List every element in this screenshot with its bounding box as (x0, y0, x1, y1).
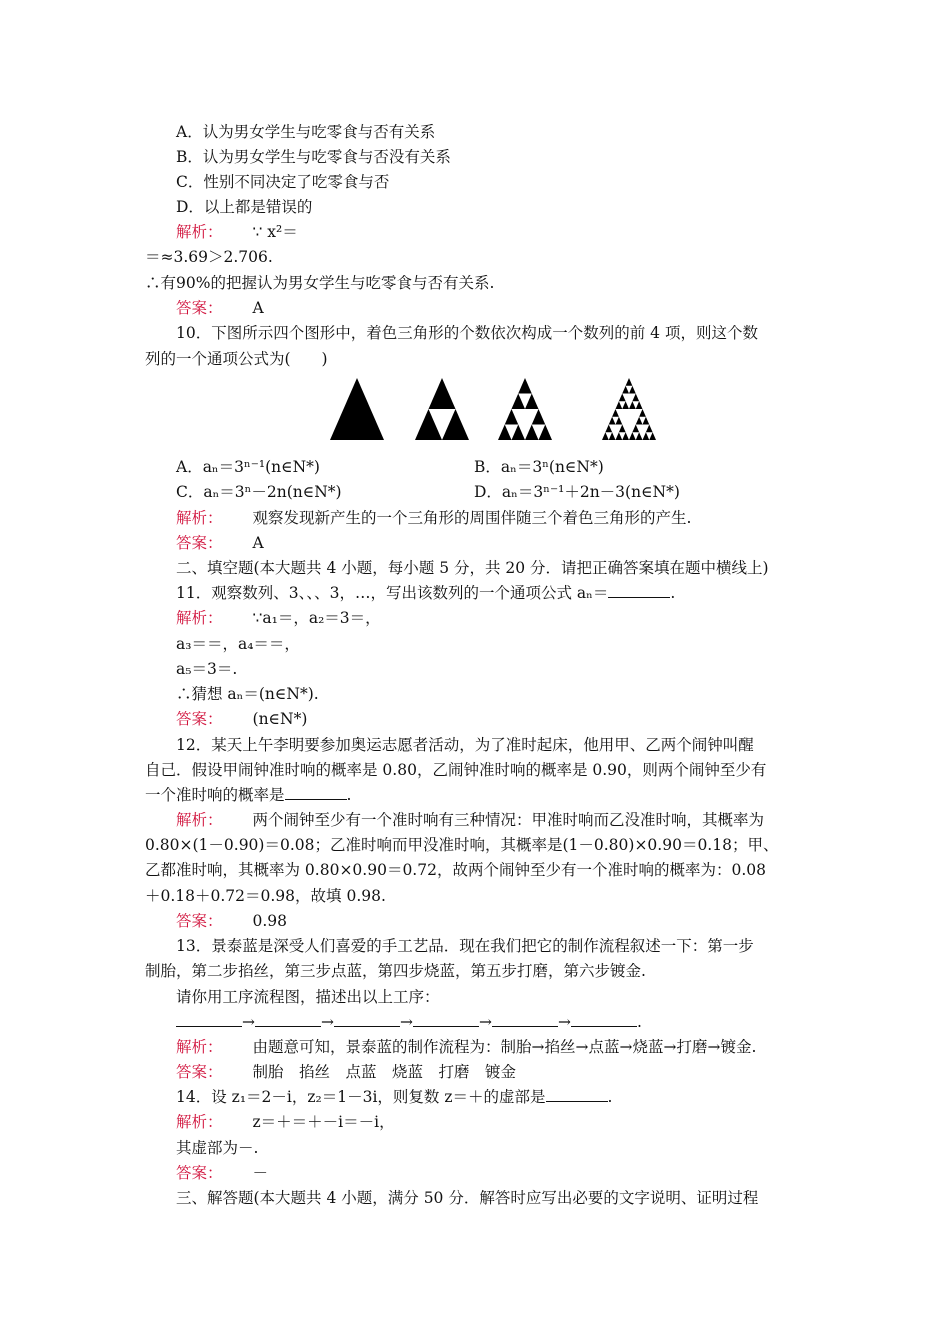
answer-label: 答案： (176, 710, 223, 728)
answer-blank (571, 1012, 637, 1027)
q10-stem-line-2: 列的一个通项公式为( ) (145, 350, 328, 368)
q11-answer: 答案： (n∈N*) (176, 710, 308, 728)
q12-stem-line-2: 自己．假设甲闹钟准时响的概率是 0.80，乙闹钟准时响的概率是 0.90，则两个闹钟至少有 (145, 761, 767, 779)
answer-label: 答案： (176, 534, 223, 552)
solution-label: 解析： (176, 223, 223, 241)
q11-solution-line-1: 解析： ∵a₁＝，a₂＝3＝， (176, 609, 381, 627)
q9-solution-line-2: ＝≈3.69＞2.706. (145, 248, 273, 266)
q12-solution-line-2: 0.80×(1－0.90)＝0.08；乙准时响而甲没准时响，其概率是(1－0.80)×0.90＝0.18；甲、 (145, 836, 779, 854)
answer-blank (285, 785, 347, 800)
q12-stem-line-1: 12．某天上午李明要参加奥运志愿者活动，为了准时起床，他用甲、乙两个闹钟叫醒 (176, 736, 754, 754)
q9-solution-line-1: 解析： ∵ x²＝ (176, 223, 298, 241)
q10-option-b: B．aₙ＝3ⁿ(n∈N*) (474, 458, 604, 476)
q14-solution-line-2: 其虚部为－. (176, 1139, 259, 1157)
q12-stem-line-3: 一个准时响的概率是 . (145, 786, 352, 804)
solution-label: 解析： (176, 811, 223, 829)
section-2-heading: 二、填空题(本大题共 4 小题，每小题 5 分，共 20 分．请把正确答案填在题中横线上) (176, 559, 769, 577)
q11-solution-line-4: ∴猜想 aₙ＝(n∈N*). (176, 685, 319, 703)
q9-answer: 答案： A (176, 299, 264, 317)
q10-solution: 解析： 观察发现新产生的一个三角形的周围伴随三个着色三角形的产生. (176, 509, 692, 527)
section-3-heading: 三、解答题(本大题共 4 小题，满分 50 分．解答时应写出必要的文字说明、证明过程 (176, 1189, 759, 1207)
sierpinski-triangle-2 (415, 378, 469, 440)
arrow-icon: → (479, 1013, 492, 1031)
q14-stem: 14．设 z₁＝2－i，z₂＝1－3i，则复数 z＝＋的虚部是 . (176, 1088, 613, 1106)
answer-label: 答案： (176, 1164, 223, 1182)
q9-option-d: D．以上都是错误的 (176, 198, 313, 216)
q9-solution-line-3: ∴有90%的把握认为男女学生与吃零食与否有关系. (145, 274, 495, 292)
answer-label: 答案： (176, 299, 223, 317)
q10-answer: 答案： A (176, 534, 264, 552)
q11-stem: 11．观察数列、3、、、3，…，写出该数列的一个通项公式 aₙ＝ . (176, 584, 676, 602)
q13-stem-line-1: 13．景泰蓝是深受人们喜爱的手工艺品．现在我们把它的制作流程叙述一下：第一步 (176, 937, 754, 955)
answer-label: 答案： (176, 1063, 223, 1081)
sierpinski-triangle-4 (602, 378, 656, 440)
answer-blank (413, 1012, 479, 1027)
q11-solution-line-2: a₃＝＝，a₄＝＝， (176, 635, 300, 653)
answer-blank (334, 1012, 400, 1027)
arrow-icon: → (400, 1013, 413, 1031)
q10-option-a: A．aₙ＝3ⁿ⁻¹(n∈N*) (176, 458, 320, 476)
answer-blank (546, 1087, 608, 1102)
q12-solution-line-3: 乙都准时响，其概率为 0.80×0.90＝0.72，故两个闹钟至少有一个准时响的概率为：0.08 (145, 861, 766, 879)
q10-option-c: C．aₙ＝3ⁿ－2n(n∈N*) (176, 483, 342, 501)
q10-option-d: D．aₙ＝3ⁿ⁻¹＋2n－3(n∈N*) (474, 483, 680, 501)
answer-blank (255, 1012, 321, 1027)
q13-stem-line-2: 制胎，第二步掐丝，第三步点蓝，第四步烧蓝，第五步打磨，第六步镀金. (145, 962, 646, 980)
q12-solution-line-4: ＋0.18＋0.72＝0.98，故填 0.98. (145, 887, 386, 905)
solution-label: 解析： (176, 609, 223, 627)
solution-label: 解析： (176, 1038, 223, 1056)
q11-solution-line-3: a₅＝3＝. (176, 660, 238, 678)
solution-label: 解析： (176, 1113, 223, 1131)
q10-stem-line-1: 10．下图所示四个图形中，着色三角形的个数依次构成一个数列的前 4 项，则这个数 (176, 324, 758, 342)
answer-blank (176, 1012, 242, 1027)
q9-option-a: A．认为男女学生与吃零食与否有关系 (176, 123, 436, 141)
q9-option-b: B．认为男女学生与吃零食与否没有关系 (176, 148, 451, 166)
q14-answer: 答案： － (176, 1164, 269, 1182)
q12-answer: 答案： 0.98 (176, 912, 288, 930)
sierpinski-figures (330, 378, 660, 442)
answer-label: 答案： (176, 912, 223, 930)
q13-solution: 解析： 由题意可知，景泰蓝的制作流程为：制胎→掐丝→点蓝→烧蓝→打磨→镀金. (176, 1038, 757, 1056)
answer-blank (492, 1012, 558, 1027)
q14-solution-line-1: 解析： z＝＋＝＋－i＝－i， (176, 1113, 395, 1131)
q13-answer: 答案： 制胎 掐丝 点蓝 烧蓝 打磨 镀金 (176, 1063, 517, 1081)
q13-flowchart-blanks: → → → → → . (176, 1012, 642, 1032)
answer-blank (608, 583, 670, 598)
q12-solution-line-1: 解析： 两个闹钟至少有一个准时响有三种情况：甲准时响而乙没准时响，其概率为 (176, 811, 765, 829)
sierpinski-triangle-1 (330, 378, 384, 440)
q9-option-c: C．性别不同决定了吃零食与否 (176, 173, 390, 191)
arrow-icon: → (558, 1013, 571, 1031)
sierpinski-triangle-3 (498, 378, 552, 440)
arrow-icon: → (242, 1013, 255, 1031)
arrow-icon: → (321, 1013, 334, 1031)
q13-stem-line-3: 请你用工序流程图，描述出以上工序： (176, 988, 440, 1006)
solution-label: 解析： (176, 509, 223, 527)
